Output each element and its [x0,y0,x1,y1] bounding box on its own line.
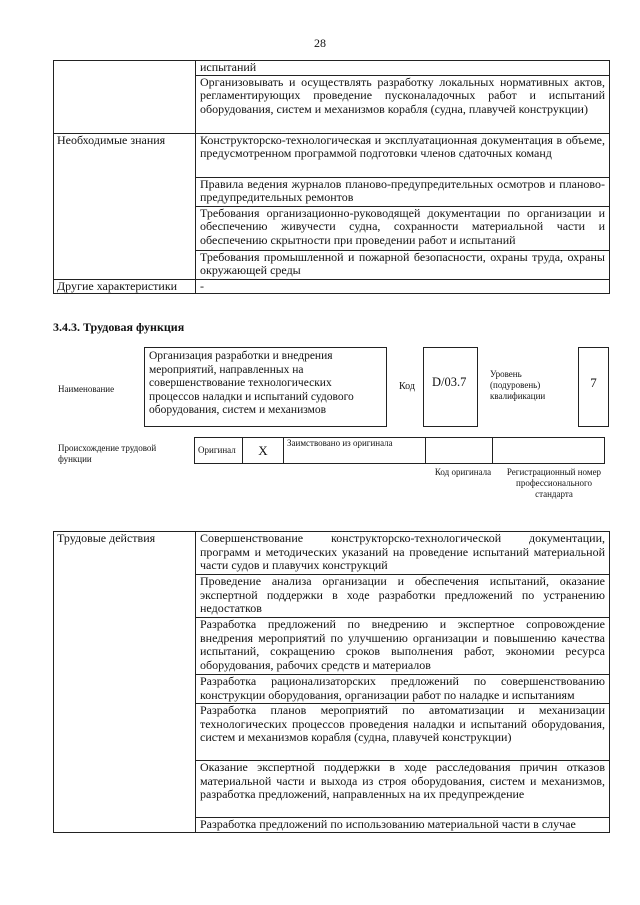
reg-number-caption: Регистрационный номер профессионального стандарта [506,467,602,499]
cell-text: Правила ведения журналов планово-предупредительных осмотров и планово-предупредительных ремонтов [196,177,610,206]
table-row [54,532,610,575]
code-value: D/03.7 [432,375,467,389]
cell-text: Разработка предложений по внедрению и экспертное сопровождение внедрения мероприятий по улучшению организации и повышению качества испытаний, сокращению сроков выполнения работ, экономии ресурса оборудования, рабочих средств и материалов [196,618,610,675]
table-row [54,279,610,294]
row-label-other: Другие характеристики [54,279,196,294]
table-row [195,438,605,464]
code-original-cell [426,438,493,464]
function-name-value: Организация разработки и внедрения мероприятий, направленных на совершенствование технологических процессов наладки и испытаний судового оборудования, систем и механизмов [149,350,354,416]
level-box [578,347,609,427]
row-label-knowledge: Необходимые знания [54,133,196,279]
cell-text: Разработка планов мероприятий по автоматизации и механизации технологических процессов проведения наладки и испытаний оборудования, систем и механизмов корабля (судна, плавучей конструкции) [196,704,610,761]
cell-text: Разработка рационализаторских предложений по совершенствованию конструкции оборудования, организации работ по наладке и испытаниям [196,675,610,704]
borrowed-label: Заимствовано из оригинала [284,438,426,464]
row-label-labor-actions: Трудовые действия [54,532,196,833]
page-number: 28 [314,36,326,50]
function-name-box [144,347,387,427]
section-heading: 3.4.3. Трудовая функция [53,320,185,334]
row-label-empty [54,61,196,134]
cell-text: - [196,279,610,294]
reg-number-cell [493,438,605,464]
table-row [54,133,610,177]
level-value: 7 [590,375,597,390]
origin-table [194,437,605,464]
code-label: Код [399,381,415,392]
code-box [423,347,478,427]
code-original-caption: Код оригинала [434,467,492,477]
name-label: Наименование [58,384,115,394]
cell-text: испытаний [196,61,610,76]
level-label: Уровень (подуровень) квалификации [490,369,546,401]
cell-text: Требования промышленной и пожарной безопасности, охраны труда, охраны окружающей среды [196,250,610,279]
original-label: Оригинал [195,438,243,464]
cell-text: Совершенствование конструкторско-технологической документации, программ и методических указаний на проведение испытаний материальной части судов и плавучих конструкций [196,532,610,575]
cell-text: Требования организационно-руководящей документации по организации и обеспечению живучести судна, сохранности материальной части и обеспечению скрытности при проведении работ и испытаний [196,206,610,250]
cell-text: Оказание экспертной поддержки в ходе расследования причин отказов материальной части и выхода из строя оборудования, систем и механизмов, разработка предложений, направленных на их предупреждение [196,761,610,818]
top-requirements-table [53,60,610,294]
original-mark: X [243,438,284,464]
origin-label: Происхождение трудовой функции [58,443,157,464]
cell-text: Проведение анализа организации и обеспечения испытаний, оказание экспертной поддержки в ходе разработки предложений по устранению недостатков [196,575,610,618]
labor-actions-table [53,531,610,833]
cell-text: Конструкторско-технологическая и эксплуатационная документация в объеме, предусмотренном программой подготовки членов сдаточных команд [196,133,610,177]
cell-text: Организовывать и осуществлять разработку локальных нормативных актов, регламентирующих проведение пусконаладочных работ и испытаний оборудования, систем и механизмов корабля (судна, плавучей конструкции) [196,75,610,133]
table-row [54,61,610,76]
cell-text: Разработка предложений по использованию материальной части в случае [196,818,610,833]
